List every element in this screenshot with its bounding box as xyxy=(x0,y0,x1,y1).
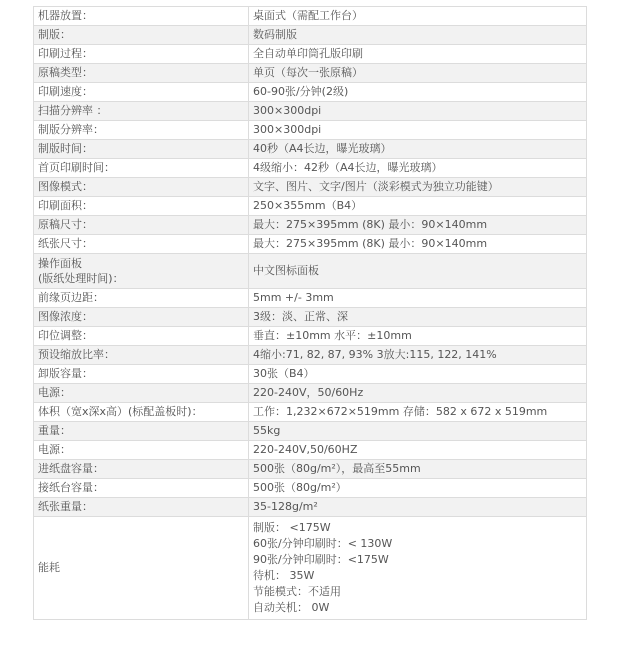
spec-label: 进纸盘容量： xyxy=(34,460,249,479)
spec-label-line: (版纸处理时间)： xyxy=(38,272,124,285)
spec-row-power-supply xyxy=(34,384,587,403)
spec-label: 制版时间： xyxy=(34,140,249,159)
spec-value: 40秒（A4长边，曝光玻璃） xyxy=(249,140,587,159)
spec-label: 印刷面积： xyxy=(34,197,249,216)
spec-row-print-speed xyxy=(34,83,587,102)
spec-row-print-area xyxy=(34,197,587,216)
spec-value-line: 90张/分钟印刷时：<175W xyxy=(253,553,389,566)
specification-table xyxy=(33,6,587,620)
spec-value: 220-240V，50/60Hz xyxy=(249,384,587,403)
spec-value: 4缩小:71, 82, 87, 93% 3放大:115, 122, 141% xyxy=(249,346,587,365)
spec-label: 原稿类型： xyxy=(34,64,249,83)
spec-row-power-supply-2 xyxy=(34,441,587,460)
spec-value: 文字、图片、文字/图片（淡彩模式为独立功能键） xyxy=(249,178,587,197)
spec-row-paper-weight xyxy=(34,498,587,517)
spec-label: 印位调整： xyxy=(34,327,249,346)
spec-label: 图像模式： xyxy=(34,178,249,197)
spec-value: 500张（80g/m²） xyxy=(249,479,587,498)
spec-label: 扫描分辨率 ： xyxy=(34,102,249,121)
spec-row-original-size xyxy=(34,216,587,235)
spec-label: 制版： xyxy=(34,26,249,45)
spec-value: 工作：1,232×672×519mm 存储：582 x 672 x 519mm xyxy=(249,403,587,422)
spec-value: 30张（B4） xyxy=(249,365,587,384)
spec-value-line: 节能模式：不适用 xyxy=(253,585,341,598)
spec-row-printing-process xyxy=(34,45,587,64)
spec-row-first-print-time xyxy=(34,159,587,178)
spec-value xyxy=(249,517,587,620)
spec-value: 220-240V,50/60HZ xyxy=(249,441,587,460)
spec-label: 印刷速度： xyxy=(34,83,249,102)
spec-value: 最大：275×395mm (8K) 最小：90×140mm xyxy=(249,235,587,254)
spec-value: 300×300dpi xyxy=(249,121,587,140)
spec-value-line: 制版： <175W xyxy=(253,521,331,534)
spec-row-master-resolution xyxy=(34,121,587,140)
spec-value: 55kg xyxy=(249,422,587,441)
spec-label: 能耗 xyxy=(34,517,249,620)
spec-row-scan-resolution xyxy=(34,102,587,121)
spec-value-line: 60张/分钟印刷时：< 130W xyxy=(253,537,393,550)
spec-row-master-time xyxy=(34,140,587,159)
spec-label: 预设缩放比率： xyxy=(34,346,249,365)
spec-label: 接纸台容量： xyxy=(34,479,249,498)
spec-value: 最大：275×395mm (8K) 最小：90×140mm xyxy=(249,216,587,235)
spec-value-line: 自动关机： 0W xyxy=(253,601,330,614)
spec-label: 电源： xyxy=(34,384,249,403)
spec-label-line: 操作面板 xyxy=(38,257,82,270)
spec-value: 垂直：±10mm 水平：±10mm xyxy=(249,327,587,346)
spec-row-image-mode xyxy=(34,178,587,197)
spec-value: 桌面式（需配工作台） xyxy=(249,7,587,26)
spec-label: 卸版容量： xyxy=(34,365,249,384)
spec-label: 印刷过程： xyxy=(34,45,249,64)
spec-label: 首页印刷时间： xyxy=(34,159,249,178)
spec-label: 电源： xyxy=(34,441,249,460)
spec-row-disposal-capacity xyxy=(34,365,587,384)
spec-value: 250×355mm（B4） xyxy=(249,197,587,216)
spec-row-original-type xyxy=(34,64,587,83)
spec-label: 前缘页边距： xyxy=(34,289,249,308)
spec-value: 3级：淡、正常、深 xyxy=(249,308,587,327)
spec-label: 体积（宽x深x高）(标配盖板时)： xyxy=(34,403,249,422)
spec-value: 数码制版 xyxy=(249,26,587,45)
spec-label: 制版分辨率： xyxy=(34,121,249,140)
spec-label: 纸张重量： xyxy=(34,498,249,517)
spec-row-image-density xyxy=(34,308,587,327)
spec-row-dimensions xyxy=(34,403,587,422)
spec-row-position-adjust xyxy=(34,327,587,346)
spec-label: 机器放置： xyxy=(34,7,249,26)
spec-value: 4级缩小：42秒（A4长边，曝光玻璃） xyxy=(249,159,587,178)
spec-label: 图像浓度： xyxy=(34,308,249,327)
spec-label: 原稿尺寸： xyxy=(34,216,249,235)
spec-value-line: 待机： 35W xyxy=(253,569,315,582)
spec-label xyxy=(34,254,249,289)
spec-row-power-consumption xyxy=(34,517,587,620)
spec-value: 单页（每次一张原稿） xyxy=(249,64,587,83)
spec-row-leading-margin xyxy=(34,289,587,308)
spec-row-placement xyxy=(34,7,587,26)
spec-value: 300×300dpi xyxy=(249,102,587,121)
spec-value: 全自动单印筒孔版印刷 xyxy=(249,45,587,64)
spec-label: 重量： xyxy=(34,422,249,441)
spec-row-receiving-tray-capacity xyxy=(34,479,587,498)
spec-row-master-making xyxy=(34,26,587,45)
spec-value: 中文图标面板 xyxy=(249,254,587,289)
spec-row-feed-tray-capacity xyxy=(34,460,587,479)
spec-row-weight xyxy=(34,422,587,441)
spec-value: 60-90张/分钟(2级) xyxy=(249,83,587,102)
spec-row-operation-panel xyxy=(34,254,587,289)
spec-value: 500张（80g/m²），最高至55mm xyxy=(249,460,587,479)
specification-table-body xyxy=(34,7,587,620)
spec-label: 纸张尺寸： xyxy=(34,235,249,254)
spec-row-paper-size xyxy=(34,235,587,254)
spec-row-zoom-ratios xyxy=(34,346,587,365)
spec-value: 5mm +/- 3mm xyxy=(249,289,587,308)
spec-value: 35-128g/m² xyxy=(249,498,587,517)
